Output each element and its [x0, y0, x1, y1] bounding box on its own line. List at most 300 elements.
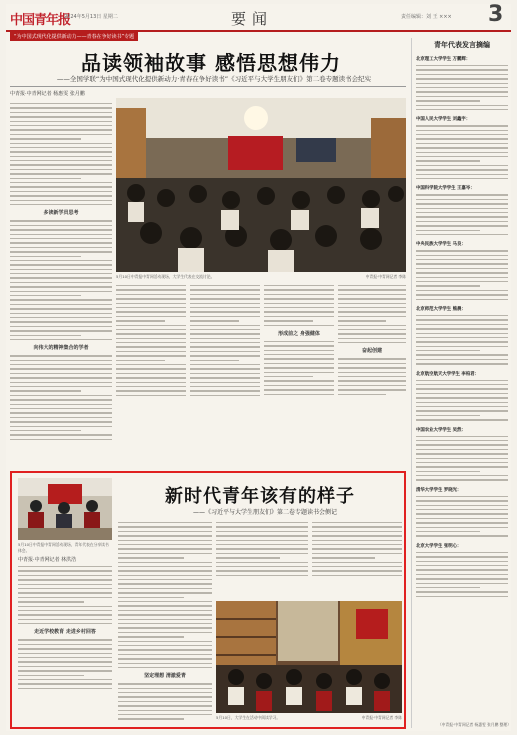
- text-line: [264, 285, 334, 286]
- text-line: [18, 584, 112, 585]
- text-line: [10, 229, 112, 230]
- text-line: [264, 385, 334, 386]
- sidebar-item-speaker: 北京航空航天大学学生 李柏君：: [416, 371, 479, 377]
- text-line: [116, 285, 186, 286]
- text-line: [416, 578, 508, 579]
- text-line: [116, 364, 186, 365]
- text-line: [416, 453, 508, 454]
- text-block: [190, 285, 260, 396]
- text-line: [10, 147, 112, 148]
- text-line: [416, 384, 508, 385]
- text-line: [416, 518, 508, 519]
- text-line: [190, 316, 260, 317]
- reading-event-photo: [116, 98, 406, 272]
- text-line: [190, 373, 260, 374]
- text-line: [116, 320, 165, 321]
- text-line: [116, 303, 186, 304]
- text-line: [116, 289, 186, 290]
- text-line: [416, 294, 508, 295]
- text-line: [10, 107, 112, 108]
- text-line: [416, 500, 508, 501]
- text-line: [416, 475, 508, 476]
- text-line: [116, 329, 186, 330]
- text-line: [10, 282, 112, 283]
- sidebar-speeches: [411, 38, 511, 728]
- text-line: [10, 116, 112, 117]
- text-block: [338, 285, 406, 343]
- article1-subhead-3: 形成前之 身强健体: [278, 330, 320, 337]
- text-line: [416, 505, 508, 506]
- article2-photo2-caption: 5月10日，大学生在活动中阅读学习。: [216, 715, 281, 720]
- text-line: [338, 325, 406, 326]
- text-line: [118, 575, 212, 576]
- text-line: [416, 397, 508, 398]
- text-line: [18, 570, 112, 571]
- text-line: [312, 562, 402, 563]
- text-line: [116, 311, 186, 312]
- text-line: [216, 531, 308, 532]
- text-line: [416, 440, 508, 441]
- text-line: [10, 125, 112, 126]
- text-line: [416, 346, 508, 347]
- text-line: [18, 592, 112, 593]
- text-line: [190, 346, 260, 347]
- text-line: [190, 338, 260, 339]
- text-line: [190, 298, 260, 299]
- text-block: [10, 355, 112, 440]
- text-line: [264, 320, 313, 321]
- text-line: [190, 386, 260, 387]
- text-block: [412, 194, 511, 235]
- text-line: [416, 143, 508, 144]
- text-line: [416, 587, 480, 588]
- article2-column-3: [216, 519, 308, 599]
- page-number: 3: [488, 4, 504, 27]
- text-line: [118, 688, 212, 689]
- text-line: [118, 605, 212, 606]
- text-line: [416, 109, 508, 110]
- text-line: [10, 242, 112, 243]
- text-line: [312, 535, 402, 536]
- text-line: [190, 303, 260, 304]
- text-line: [416, 208, 508, 209]
- text-line: [190, 390, 260, 391]
- text-line: [10, 273, 112, 274]
- text-line: [416, 363, 508, 364]
- article2-photo-1: [18, 478, 112, 540]
- article1-column-5: [338, 282, 406, 467]
- text-line: [416, 138, 508, 139]
- text-line: [10, 220, 112, 221]
- text-line: [190, 325, 260, 326]
- text-line: [190, 285, 260, 286]
- text-line: [338, 338, 406, 339]
- text-line: [116, 377, 186, 378]
- sidebar-item-speaker: 中国农业大学学生 吴然：: [416, 427, 466, 433]
- text-line: [10, 295, 81, 296]
- text-line: [416, 203, 508, 204]
- text-line: [118, 645, 212, 646]
- sidebar-item-speaker: 中国人民大学学生 刘鑫宇：: [416, 117, 471, 123]
- article2-column-2: [118, 519, 212, 724]
- text-line: [416, 556, 508, 557]
- text-line: [18, 648, 112, 649]
- text-line: [190, 364, 260, 365]
- article1-subtitle: ——全国学联“为中国式现代化提供新动力·青春在争好读书”《习近平与大学生朋友们》第二卷专题读书会纪实: [56, 75, 372, 83]
- text-line: [10, 355, 112, 356]
- text-line: [10, 364, 112, 365]
- text-line: [10, 225, 112, 226]
- text-line: [264, 389, 334, 390]
- text-line: [416, 272, 508, 273]
- text-block: [10, 103, 112, 205]
- article1-subhead-2: 向伟大的精神集合的学者: [33, 345, 89, 352]
- text-line: [416, 341, 508, 342]
- text-line: [10, 291, 112, 292]
- text-block: [412, 250, 511, 300]
- text-line: [116, 386, 186, 387]
- text-line: [338, 372, 406, 373]
- text-line: [10, 373, 112, 374]
- text-line: [118, 579, 212, 580]
- newspaper-logo: 中国青年报: [10, 13, 71, 28]
- text-line: [416, 380, 508, 381]
- article1-column-1: [10, 100, 112, 465]
- text-line: [116, 373, 186, 374]
- text-line: [416, 255, 508, 256]
- text-line: [216, 566, 308, 567]
- text-line: [118, 548, 212, 549]
- text-line: [10, 247, 112, 248]
- text-line: [338, 303, 406, 304]
- text-line: [338, 385, 406, 386]
- text-line: [416, 535, 508, 536]
- text-line: [190, 294, 260, 295]
- text-line: [216, 553, 308, 554]
- text-line: [118, 522, 212, 523]
- text-line: [416, 350, 480, 351]
- text-line: [416, 199, 508, 200]
- text-line: [416, 290, 508, 291]
- text-line: [18, 610, 112, 611]
- text-line: [264, 380, 334, 381]
- text-line: [312, 557, 375, 558]
- text-line: [338, 294, 406, 295]
- text-line: [264, 303, 334, 304]
- text-line: [416, 337, 508, 338]
- article1-column-3: [190, 282, 260, 467]
- text-line: [416, 471, 480, 472]
- text-line: [264, 358, 334, 359]
- newspaper-page: [6, 4, 511, 731]
- text-line: [416, 354, 508, 355]
- text-line: [416, 174, 508, 175]
- masthead: [6, 4, 511, 32]
- text-line: [416, 277, 508, 278]
- text-line: [18, 575, 112, 576]
- text-line: [312, 540, 402, 541]
- text-line: [416, 156, 508, 157]
- text-line: [416, 96, 508, 97]
- text-line: [416, 165, 508, 166]
- text-line: [416, 522, 508, 523]
- text-line: [10, 173, 112, 174]
- text-line: [416, 178, 508, 179]
- article2-column-4: [312, 519, 402, 599]
- text-line: [116, 316, 186, 317]
- text-line: [216, 544, 308, 545]
- text-line: [10, 417, 112, 418]
- text-line: [338, 333, 406, 334]
- text-line: [10, 204, 112, 205]
- article2-subtitle: ——《习近平与大学生朋友们》第二卷专题读书会侧记: [192, 509, 337, 516]
- text-line: [10, 326, 112, 327]
- text-line: [118, 714, 212, 715]
- text-line: [312, 570, 402, 571]
- text-line: [10, 191, 112, 192]
- text-line: [118, 658, 212, 659]
- article2-photo-2: [216, 601, 402, 713]
- sidebar-item-speaker: 北京大学学生 张明心：: [416, 543, 462, 549]
- text-line: [190, 333, 260, 334]
- text-line: [338, 289, 406, 290]
- text-line: [116, 351, 186, 352]
- text-line: [338, 311, 406, 312]
- text-line: [10, 143, 112, 144]
- text-line: [118, 701, 212, 702]
- text-block: [338, 358, 406, 395]
- text-line: [10, 434, 112, 435]
- text-line: [416, 388, 508, 389]
- text-line: [216, 540, 308, 541]
- text-line: [10, 430, 81, 431]
- text-line: [416, 406, 508, 407]
- text-line: [416, 281, 508, 282]
- text-line: [10, 390, 81, 391]
- text-line: [216, 557, 280, 558]
- text-line: [118, 540, 212, 541]
- text-line: [190, 395, 260, 396]
- article1-subhead-1: 多读新学员思考: [43, 210, 79, 217]
- text-line: [416, 583, 508, 584]
- text-line: [312, 531, 402, 532]
- text-line: [264, 311, 334, 312]
- text-line: [416, 234, 508, 235]
- article2-photo-credit: 中青报·中青网记者 李陈: [361, 715, 402, 720]
- text-line: [10, 238, 112, 239]
- text-line: [10, 200, 112, 201]
- article1-column-4: [264, 282, 334, 467]
- text-line: [18, 639, 112, 640]
- text-line: [338, 394, 386, 395]
- text-line: [10, 182, 112, 183]
- article1-byline: 中青报·中青网记者 杨惠雯 张月鹏: [10, 91, 85, 97]
- text-line: [416, 87, 508, 88]
- text-line: [416, 125, 508, 126]
- text-line: [118, 710, 212, 711]
- article2-photo1-caption: 5月10日中青报中青网活动现场，青年代表在分享读书体会。: [18, 542, 109, 553]
- text-line: [416, 319, 508, 320]
- text-line: [118, 583, 212, 584]
- text-line: [10, 156, 112, 157]
- text-line: [118, 696, 212, 697]
- text-line: [190, 311, 260, 312]
- text-line: [264, 289, 334, 290]
- article2-title: 新时代青年该有的样子: [165, 486, 355, 507]
- text-line: [264, 350, 334, 351]
- text-line: [416, 259, 508, 260]
- text-line: [18, 670, 112, 671]
- text-line: [116, 395, 186, 396]
- text-line: [116, 333, 186, 334]
- text-line: [10, 421, 112, 422]
- sidebar-item-speaker: 北京理工大学学生 万鹏辉：: [416, 57, 471, 62]
- text-line: [264, 345, 334, 346]
- banner-tag: “为中国式现代化提供新动力——青春在争好读书”专题: [10, 32, 138, 41]
- text-line: [18, 606, 112, 607]
- text-line: [118, 570, 212, 571]
- text-line: [118, 562, 212, 563]
- text-line: [10, 321, 112, 322]
- text-line: [338, 376, 406, 377]
- sidebar-item-speaker: 北京师范大学学生 熊晨：: [416, 306, 466, 312]
- text-line: [416, 91, 508, 92]
- text-line: [338, 358, 406, 359]
- text-line: [416, 152, 508, 153]
- section-title: 要闻: [231, 10, 274, 28]
- text-line: [416, 333, 508, 334]
- text-line: [216, 575, 308, 576]
- text-line: [190, 360, 239, 361]
- text-line: [416, 268, 508, 269]
- text-line: [190, 289, 260, 290]
- text-line: [416, 328, 508, 329]
- text-line: [190, 368, 260, 369]
- text-block: [116, 285, 186, 396]
- text-line: [190, 351, 260, 352]
- text-line: [118, 623, 212, 624]
- text-line: [10, 439, 112, 440]
- text-line: [10, 330, 112, 331]
- text-block: [412, 496, 511, 537]
- text-line: [416, 565, 508, 566]
- text-line: [10, 404, 112, 405]
- text-line: [118, 526, 212, 527]
- text-line: [216, 522, 308, 523]
- text-line: [416, 221, 508, 222]
- text-line: [18, 683, 112, 684]
- text-line: [312, 575, 402, 576]
- text-line: [416, 402, 508, 403]
- sidebar-item-speaker: 清华大学学生 罗晓光：: [416, 487, 462, 493]
- text-line: [116, 342, 186, 343]
- text-line: [118, 654, 212, 655]
- text-line: [18, 623, 112, 624]
- text-line: [312, 522, 402, 523]
- text-block: [412, 125, 511, 179]
- text-line: [416, 216, 508, 217]
- text-line: [416, 299, 508, 300]
- text-line: [416, 527, 508, 528]
- text-line: [416, 479, 508, 480]
- text-line: [416, 83, 508, 84]
- text-line: [190, 329, 260, 330]
- text-line: [116, 355, 186, 356]
- text-line: [18, 661, 112, 662]
- text-line: [338, 363, 406, 364]
- text-line: [216, 526, 308, 527]
- text-line: [416, 130, 508, 131]
- text-line: [190, 307, 260, 308]
- text-line: [416, 444, 508, 445]
- text-line: [264, 363, 334, 364]
- text-line: [416, 212, 508, 213]
- text-line: [216, 562, 308, 563]
- text-line: [118, 692, 212, 693]
- text-block: [118, 522, 212, 668]
- text-line: [10, 251, 112, 252]
- text-block: [412, 552, 511, 597]
- text-line: [116, 325, 186, 326]
- text-line: [416, 462, 508, 463]
- text-line: [10, 412, 112, 413]
- text-line: [416, 324, 508, 325]
- text-line: [264, 307, 334, 308]
- text-line: [10, 160, 112, 161]
- text-line: [416, 74, 508, 75]
- text-line: [10, 399, 112, 400]
- bookstore-reading-photo: [216, 601, 402, 713]
- text-line: [416, 513, 508, 514]
- text-line: [264, 394, 334, 395]
- text-line: [338, 329, 406, 330]
- text-line: [10, 308, 112, 309]
- text-line: [190, 382, 260, 383]
- text-line: [118, 557, 184, 558]
- text-line: [216, 570, 308, 571]
- text-line: [10, 286, 112, 287]
- text-line: [416, 393, 508, 394]
- text-line: [10, 260, 112, 261]
- issue-date: 2024年5月13日 星期二: [64, 14, 118, 20]
- text-line: [264, 367, 334, 368]
- text-line: [416, 419, 508, 420]
- text-line: [116, 390, 186, 391]
- text-block: [18, 566, 112, 624]
- text-block: [118, 683, 212, 720]
- text-line: [338, 389, 406, 390]
- text-line: [18, 675, 84, 676]
- text-block: [312, 522, 402, 576]
- text-line: [118, 683, 212, 684]
- text-line: [10, 178, 81, 179]
- text-line: [190, 377, 260, 378]
- sidebar-items: [412, 56, 511, 597]
- text-line: [116, 338, 186, 339]
- text-block: [412, 315, 511, 365]
- text-block: [412, 380, 511, 421]
- article2-subhead-1: 走近学校教育 走进乡村回答: [34, 629, 96, 636]
- text-line: [10, 339, 112, 340]
- text-line: [118, 597, 184, 598]
- text-line: [264, 376, 313, 377]
- text-line: [416, 65, 508, 66]
- text-line: [118, 531, 212, 532]
- text-line: [416, 359, 508, 360]
- text-line: [18, 644, 112, 645]
- text-line: [416, 69, 508, 70]
- text-line: [416, 147, 508, 148]
